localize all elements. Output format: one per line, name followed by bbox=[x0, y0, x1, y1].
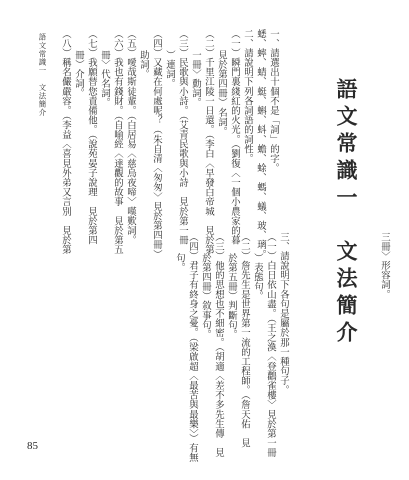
text-column: （五）噯哉斯徒輩。（白居易〈慈烏夜啼〉嘆歎詞。 bbox=[125, 29, 136, 245]
text-column: （二）千里江陵一日還。（李白〈早發白帝城 見於第 bbox=[203, 29, 214, 255]
text-column: 於第四冊）敘事句。 bbox=[200, 253, 211, 340]
text-column: 冊）介詞。 bbox=[73, 50, 84, 98]
text-column: （三）民歌與小詩。（艾青民歌與小詩 見於第一冊 bbox=[177, 29, 188, 245]
text-column: （一）白日依山盡。（王之渙〈登鸛雀樓〉見於第一冊 bbox=[265, 232, 276, 458]
text-column: 見於第四冊）名詞。 bbox=[216, 50, 227, 137]
running-head: 語文常識一 文法簡介 bbox=[38, 33, 47, 117]
text-column: 二、請說明下列各詞語的詞性。 bbox=[242, 29, 253, 164]
text-column: （八）稱名儼嚴容。（李益〈喜見外弟又言別 見於第 bbox=[60, 29, 71, 255]
text-column: （七）我願替您責備他。（說苑晏子說理 見於第四 bbox=[86, 29, 97, 245]
page-number: 85 bbox=[27, 440, 38, 452]
text-column: （一）瞬門裏綫紅的火光。（劉復〈一個小農家的暮 bbox=[229, 29, 240, 245]
text-column: ）連詞。 bbox=[164, 50, 175, 89]
text-column: 冊〉代名詞。 bbox=[99, 50, 110, 108]
text-column: （四）又藏在何處呢？（朱自清〈匆匆〉見於第四冊） bbox=[151, 29, 162, 260]
text-column: （六）我也有錢財。（自喻經〈達觀的故事 見於第五 bbox=[112, 29, 123, 255]
text-column: 於第五冊）判斷句。 bbox=[226, 253, 237, 340]
chapter-title: 語文常識一 文法簡介 bbox=[334, 78, 359, 348]
text-column: 助詞。 bbox=[138, 50, 149, 79]
text-column: 三、請說明下各句是屬於那一種句子。 bbox=[278, 232, 289, 396]
text-column: 句。 bbox=[174, 253, 185, 273]
text-column: ）表態句。 bbox=[252, 253, 263, 301]
text-column: （三）他的思想也不細密。（胡適〈差不多先生傳 見 bbox=[213, 232, 224, 458]
text-column: 一冊〉動詞。 bbox=[190, 50, 201, 108]
text-column: 蟋、蟀、蜻、蜓、蝌、蚪、蟾、蜍、螞、蟻、玻、璃。 bbox=[255, 29, 266, 260]
text-column: （二）詹先生是世界第一流的工程師。（詹天佑 見 bbox=[239, 232, 250, 448]
text-column: （四）君子有終身之憂。（梁啟超〈最苦與最樂〉）有無 bbox=[187, 232, 198, 463]
text-column: 一、請選出十個不是「詞」的字。 bbox=[268, 29, 279, 173]
text-column: 三冊〉形容詞。 bbox=[379, 232, 390, 300]
